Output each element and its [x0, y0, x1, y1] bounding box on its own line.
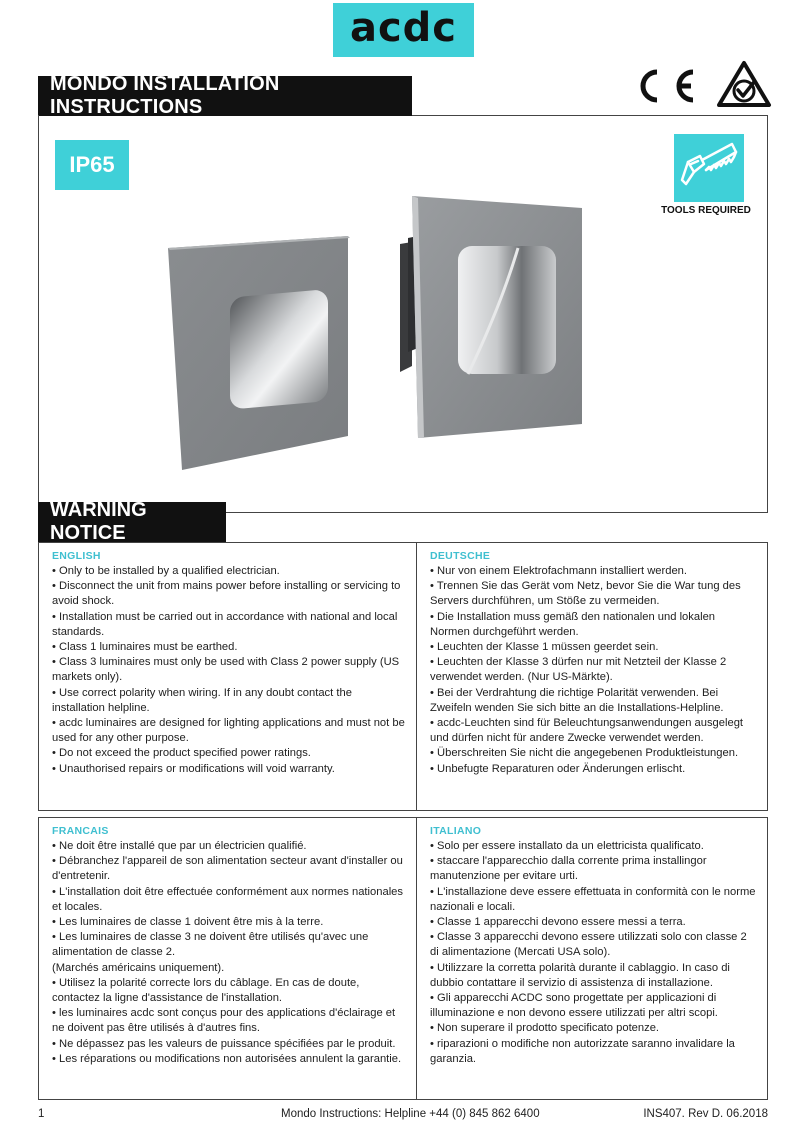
logo-text: acdc: [349, 5, 458, 51]
list-item: • acdc luminaires are designed for lighting applications and must not be used for any other purpose.: [52, 717, 405, 745]
section-deutsche: [416, 542, 768, 811]
page-title: MONDO INSTALLATION INSTRUCTIONS: [38, 76, 412, 116]
warning-notice-title: WARNING NOTICE: [38, 502, 226, 542]
list-item: • L'installation doit être effectuée conformément aux normes nationales et locales.: [52, 885, 403, 913]
tools-required-label: TOOLS REQUIRED: [661, 205, 751, 216]
section-heading: ITALIANO: [430, 825, 482, 837]
rcm-mark-icon: [716, 60, 772, 108]
list-item: • staccare l'apparecchio dalla corrente prima installingor manutenzione per evitare urti.: [430, 855, 707, 883]
section-heading: DEUTSCHE: [430, 550, 491, 562]
list-item: • Die Installation muss gemäß den nationalen und lokalen Normen durchgeführt werden.: [430, 610, 716, 638]
list-item: • Utilizzare la corretta polarità durante il cablaggio. In caso di dubbio contattare il servizio di assistenza di installazione.: [430, 961, 730, 989]
list-item: • Ne doit être installé que par un électricien qualifié.: [52, 840, 307, 852]
list-item: • Bei der Verdrahtung die richtige Polarität verwenden. Bei Zweifeln wenden Sie sich bitte an die Installations-Helpline.: [430, 686, 724, 714]
ip-rating-badge: IP65: [55, 140, 129, 190]
list-item: • Débranchez l'appareil de son alimentation secteur avant d'installer ou d'entretenir.: [52, 855, 403, 883]
list-item: • acdc-Leuchten sind für Beleuchtungsanwendungen ausgelegt und dürfen nicht für andere Zwecke verwendet werden.: [430, 717, 744, 745]
revision-text: INS407. Rev D. 06.2018: [643, 1108, 768, 1120]
section-english: [38, 542, 416, 811]
list-item: • Les luminaires de classe 1 doivent être mis à la terre.: [52, 916, 324, 929]
list-item: • Nur von einem Elektrofachmann installiert werden.: [430, 565, 687, 577]
list-item: • L'installazione deve essere effettuata in conformità con le norme nazionali e locali.: [430, 885, 756, 913]
list-item: • Class 1 luminaires must be earthed.: [52, 641, 238, 654]
section-heading: FRANCAIS: [52, 825, 109, 837]
list-item: • Unauthorised repairs or modifications will void warranty.: [52, 762, 335, 775]
page-number: 1: [38, 1108, 45, 1120]
list-item: (Marchés américains uniquement).: [52, 961, 225, 974]
product-image: [168, 188, 598, 478]
list-item: • riparazioni o modifiche non autorizzate saranno invalidare la garanzia.: [430, 1037, 735, 1065]
list-item: • Solo per essere installato da un elettricista qualificato.: [430, 840, 704, 852]
list-item: • Only to be installed by a qualified electrician.: [52, 565, 280, 577]
list-item: • Leuchten der Klasse 1 müssen geerdet sein.: [430, 641, 659, 654]
frame-top-line: [412, 115, 768, 116]
list-item: • Les réparations ou modifications non autorisées annulent la garantie.: [52, 1052, 402, 1065]
list-item: • Classe 1 apparecchi devono essere messi a terra.: [430, 916, 686, 929]
list-item: • Trennen Sie das Gerät vom Netz, bevor Sie die War tung des Servers durchführen, um Stöße zu vermeiden.: [430, 580, 741, 608]
list-item: • Do not exceed the product specified power ratings.: [52, 747, 311, 760]
list-item: • Non superare il prodotto specificato potenze.: [430, 1022, 660, 1035]
list-item: • Überschreiten Sie nicht die angegebenen Produktleistungen.: [430, 747, 739, 760]
list-item: • Use correct polarity when wiring. If in any doubt contact the installation helpline.: [52, 686, 352, 714]
list-item: • Leuchten der Klasse 3 dürfen nur mit Netzteil der Klasse 2 verwendet werden. (Nur US-Märkte).: [430, 656, 727, 684]
page-footer: [38, 1108, 770, 1124]
ce-mark-icon: [627, 66, 707, 106]
helpline-text: Mondo Instructions: Helpline +44 (0) 845 862 6400: [281, 1108, 540, 1120]
list-item: • Gli apparecchi ACDC sono progettate per applicazioni di illuminazione e non devono essere utilizzati per altri scopi.: [430, 992, 718, 1020]
list-item: • Classe 3 apparecchi devono essere utilizzati solo con classe 2 di alimentazione (Mercati USA solo).: [430, 931, 747, 959]
section-italiano: [416, 817, 768, 1100]
list-item: • Les luminaires de classe 3 ne doivent être utilisés qu'avec une alimentation de classe 2.: [52, 931, 369, 959]
list-item: • Disconnect the unit from mains power before installing or servicing to avoid shock.: [52, 580, 401, 608]
list-item: • Installation must be carried out in accordance with national and local standards.: [52, 610, 398, 638]
list-item: • les luminaires acdc sont conçus pour des applications d'éclairage et ne doivent pas être utilisés à d'autres fins.: [52, 1007, 396, 1035]
list-item: • Utilisez la polarité correcte lors du câblage. En cas de doute, contactez la ligne d'assistance de l'installation.: [52, 976, 360, 1005]
list-item: • Unbefugte Reparaturen oder Änderungen erlischt.: [430, 762, 686, 775]
section-heading: ENGLISH: [52, 550, 101, 562]
list-item: • Ne dépassez pas les valeurs de puissance spécifiées par le produit.: [52, 1037, 396, 1050]
section-francais: [38, 817, 416, 1100]
acdc-logo: [333, 3, 474, 57]
saw-icon: [674, 134, 744, 202]
list-item: • Class 3 luminaires must only be used with Class 2 power supply (US markets only).: [52, 656, 400, 684]
